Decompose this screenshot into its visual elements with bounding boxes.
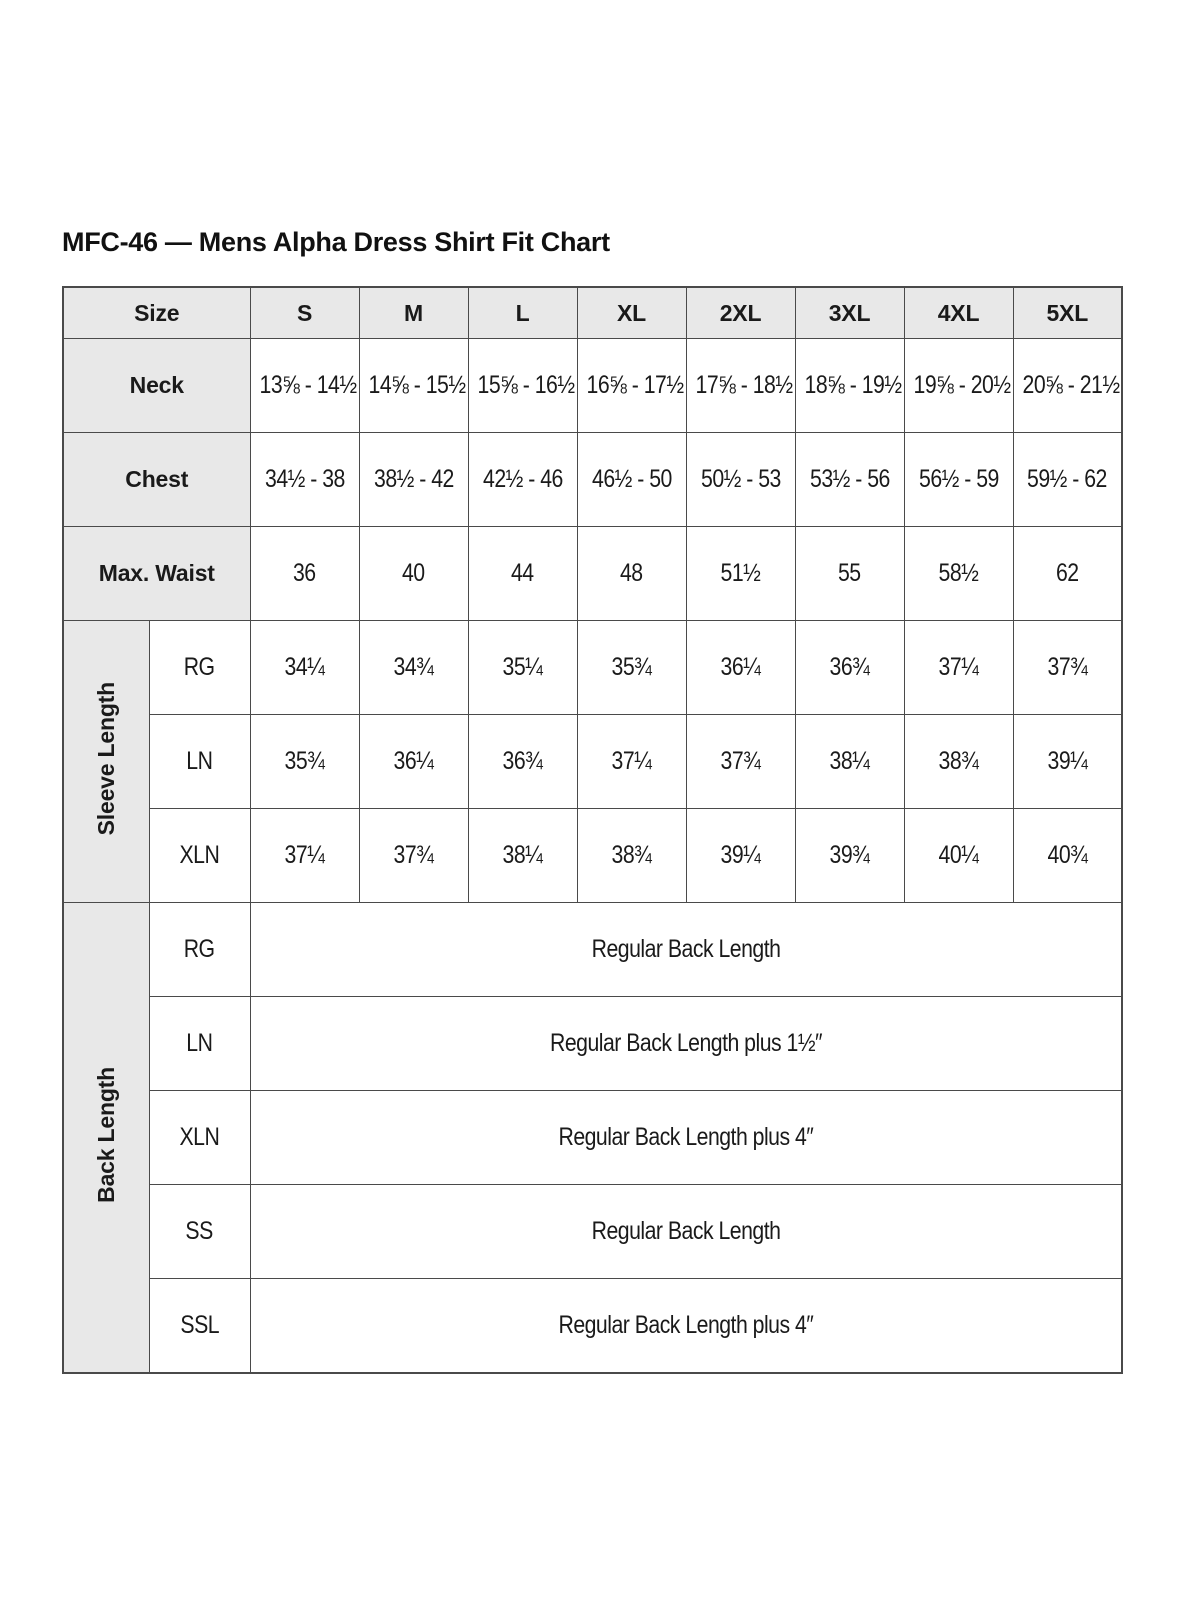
- sleeve-ln-m: [359, 715, 468, 809]
- sleeve-xln-xl: [577, 809, 686, 903]
- sleeve-xln-s: [250, 809, 359, 903]
- sleeve-ln-5xl: [1013, 715, 1122, 809]
- sleeve-ln-2xl-text: 37¾: [720, 747, 761, 775]
- max-waist-4xl-text: 58½: [938, 559, 979, 587]
- size-header-5xl-text: 5XL: [1046, 299, 1089, 326]
- sleeve-xln-row-label: [149, 809, 250, 903]
- chest-xl: [577, 433, 686, 527]
- sleeve-rg-4xl: [904, 621, 1013, 715]
- sleeve-ln-s: [250, 715, 359, 809]
- max-waist-3xl: [795, 527, 904, 621]
- sleeve-ln-4xl: [904, 715, 1013, 809]
- sleeve-rg-xl-text: 35¾: [611, 653, 652, 681]
- back-ssl-row-label: [149, 1279, 250, 1374]
- chest-2xl-text: 50½ - 53: [700, 465, 781, 493]
- sleeve-xln-row-label-text: XLN: [179, 841, 220, 869]
- max-waist-xl-text: 48: [620, 559, 643, 587]
- chest-4xl-text: 56½ - 59: [918, 465, 999, 493]
- neck-row-label-text: Neck: [129, 372, 184, 398]
- sleeve-ln-5xl-text: 39¼: [1047, 747, 1088, 775]
- chest-m-text: 38½ - 42: [373, 465, 454, 493]
- back-ssl-value-text: Regular Back Length plus 4″: [558, 1311, 814, 1339]
- back-ss-row-label: [149, 1185, 250, 1279]
- back-xln-value-text: Regular Back Length plus 4″: [558, 1123, 814, 1151]
- max-waist-l-text: 44: [511, 559, 534, 587]
- chest-3xl: [795, 433, 904, 527]
- sleeve-rg-2xl: [686, 621, 795, 715]
- sleeve-xln-l: [468, 809, 577, 903]
- sleeve-rg-row-label-text: RG: [184, 653, 215, 681]
- sleeve-rg-s: [250, 621, 359, 715]
- max-waist-m: [359, 527, 468, 621]
- sleeve-rg-m-text: 34¾: [393, 653, 434, 681]
- chest-s-text: 34½ - 38: [264, 465, 345, 493]
- back-ss-value: [250, 1185, 1122, 1279]
- max-waist-s: [250, 527, 359, 621]
- sleeve-ln-row-label-text: LN: [186, 747, 213, 775]
- sleeve-ln-xl-text: 37¼: [611, 747, 652, 775]
- size-header-xl-text: XL: [617, 299, 647, 326]
- max-waist-m-text: 40: [402, 559, 425, 587]
- max-waist-2xl: [686, 527, 795, 621]
- neck-xl-text: 16⅝ - 17½: [586, 371, 684, 399]
- size-header-l: [468, 287, 577, 339]
- sleeve-xln-4xl: [904, 809, 1013, 903]
- chest-3xl-text: 53½ - 56: [809, 465, 890, 493]
- back-ln-row-label-text: LN: [186, 1029, 213, 1057]
- sleeve-xln-2xl-text: 39¼: [720, 841, 761, 869]
- neck-3xl-text: 18⅝ - 19½: [804, 371, 902, 399]
- sleeve-ln-3xl: [795, 715, 904, 809]
- sleeve-rg-4xl-text: 37¼: [938, 653, 979, 681]
- max-waist-row-label-text: Max. Waist: [98, 560, 215, 586]
- sleeve-xln-m-text: 37¾: [393, 841, 434, 869]
- chest-4xl: [904, 433, 1013, 527]
- back-rg-row-label-text: RG: [184, 935, 215, 963]
- sleeve-rg-row-label: [149, 621, 250, 715]
- sleeve-ln-l-text: 36¾: [502, 747, 543, 775]
- neck-l-text: 15⅝ - 16½: [477, 371, 575, 399]
- max-waist-4xl: [904, 527, 1013, 621]
- max-waist-l: [468, 527, 577, 621]
- max-waist-3xl-text: 55: [838, 559, 861, 587]
- neck-2xl: [686, 339, 795, 433]
- sleeve-rg-s-text: 34¼: [284, 653, 325, 681]
- size-header-3xl-text: 3XL: [828, 299, 871, 326]
- sleeve-rg-5xl-text: 37¾: [1047, 653, 1088, 681]
- page-title: MFC-46 — Mens Alpha Dress Shirt Fit Chart: [62, 227, 610, 257]
- size-header-2xl-text: 2XL: [719, 299, 762, 326]
- chest-l: [468, 433, 577, 527]
- neck-2xl-text: 17⅝ - 18½: [695, 371, 793, 399]
- neck-3xl: [795, 339, 904, 433]
- size-header-2xl: [686, 287, 795, 339]
- sleeve-ln-s-text: 35¾: [284, 747, 325, 775]
- size-column-header: [63, 287, 250, 339]
- sleeve-ln-2xl: [686, 715, 795, 809]
- back-rg-value: [250, 903, 1122, 997]
- sleeve-xln-xl-text: 38¾: [611, 841, 652, 869]
- neck-m-text: 14⅝ - 15½: [368, 371, 466, 399]
- size-header-3xl: [795, 287, 904, 339]
- sleeve-xln-3xl: [795, 809, 904, 903]
- sleeve-length-section-label-text: Sleeve Length: [92, 682, 119, 836]
- chest-5xl: [1013, 433, 1122, 527]
- back-ssl-row-label-text: SSL: [180, 1311, 219, 1339]
- size-header-4xl: [904, 287, 1013, 339]
- size-header-xl: [577, 287, 686, 339]
- sleeve-ln-xl: [577, 715, 686, 809]
- neck-s: [250, 339, 359, 433]
- size-header-m: [359, 287, 468, 339]
- max-waist-5xl: [1013, 527, 1122, 621]
- back-rg-row-label: [149, 903, 250, 997]
- sleeve-rg-2xl-text: 36¼: [720, 653, 761, 681]
- size-header-l-text: L: [515, 299, 530, 326]
- max-waist-2xl-text: 51½: [720, 559, 761, 587]
- size-column-header-text: Size: [134, 299, 180, 326]
- back-xln-row-label-text: XLN: [179, 1123, 220, 1151]
- neck-row-label: [63, 339, 250, 433]
- neck-5xl: [1013, 339, 1122, 433]
- chest-row-label: [63, 433, 250, 527]
- sleeve-xln-l-text: 38¼: [502, 841, 543, 869]
- max-waist-row-label: [63, 527, 250, 621]
- sleeve-ln-l: [468, 715, 577, 809]
- sleeve-xln-2xl: [686, 809, 795, 903]
- fit-chart-table: [62, 286, 1123, 1374]
- sleeve-xln-5xl-text: 40¾: [1047, 841, 1088, 869]
- back-ss-value-text: Regular Back Length: [591, 1217, 781, 1245]
- back-rg-value-text: Regular Back Length: [591, 935, 781, 963]
- back-length-section-label: [63, 903, 149, 1374]
- sleeve-rg-xl: [577, 621, 686, 715]
- back-ssl-value: [250, 1279, 1122, 1374]
- chest-row-label-text: Chest: [125, 466, 189, 492]
- sleeve-xln-5xl: [1013, 809, 1122, 903]
- size-header-s-text: S: [296, 299, 313, 326]
- back-length-section-label-text: Back Length: [92, 1067, 119, 1203]
- chest-l-text: 42½ - 46: [482, 465, 563, 493]
- back-ln-value: [250, 997, 1122, 1091]
- max-waist-xl: [577, 527, 686, 621]
- sleeve-xln-4xl-text: 40¼: [938, 841, 979, 869]
- size-header-5xl: [1013, 287, 1122, 339]
- neck-5xl-text: 20⅝ - 21½: [1022, 371, 1120, 399]
- sleeve-ln-m-text: 36¼: [393, 747, 434, 775]
- back-xln-row-label: [149, 1091, 250, 1185]
- sleeve-ln-4xl-text: 38¾: [938, 747, 979, 775]
- neck-s-text: 13⅝ - 14½: [259, 371, 357, 399]
- chest-m: [359, 433, 468, 527]
- sleeve-xln-m: [359, 809, 468, 903]
- neck-4xl-text: 19⅝ - 20½: [913, 371, 1011, 399]
- chest-5xl-text: 59½ - 62: [1027, 465, 1108, 493]
- back-ln-row-label: [149, 997, 250, 1091]
- neck-xl: [577, 339, 686, 433]
- size-header-m-text: M: [404, 299, 423, 326]
- sleeve-xln-s-text: 37¼: [284, 841, 325, 869]
- sleeve-xln-3xl-text: 39¾: [829, 841, 870, 869]
- size-header-s: [250, 287, 359, 339]
- max-waist-5xl-text: 62: [1055, 559, 1079, 587]
- neck-m: [359, 339, 468, 433]
- size-header-4xl-text: 4XL: [937, 299, 980, 326]
- chest-2xl: [686, 433, 795, 527]
- sleeve-rg-m: [359, 621, 468, 715]
- sleeve-ln-3xl-text: 38¼: [829, 747, 870, 775]
- back-ln-value-text: Regular Back Length plus 1½″: [549, 1029, 822, 1057]
- back-xln-value: [250, 1091, 1122, 1185]
- sleeve-rg-3xl-text: 36¾: [829, 653, 870, 681]
- back-ss-row-label-text: SS: [185, 1217, 214, 1245]
- sleeve-rg-5xl: [1013, 621, 1122, 715]
- chest-s: [250, 433, 359, 527]
- sleeve-rg-l-text: 35¼: [502, 653, 543, 681]
- chest-xl-text: 46½ - 50: [591, 465, 672, 493]
- neck-4xl: [904, 339, 1013, 433]
- sleeve-rg-3xl: [795, 621, 904, 715]
- max-waist-s-text: 36: [293, 559, 316, 587]
- sleeve-ln-row-label: [149, 715, 250, 809]
- sleeve-length-section-label: [63, 621, 149, 903]
- sleeve-rg-l: [468, 621, 577, 715]
- neck-l: [468, 339, 577, 433]
